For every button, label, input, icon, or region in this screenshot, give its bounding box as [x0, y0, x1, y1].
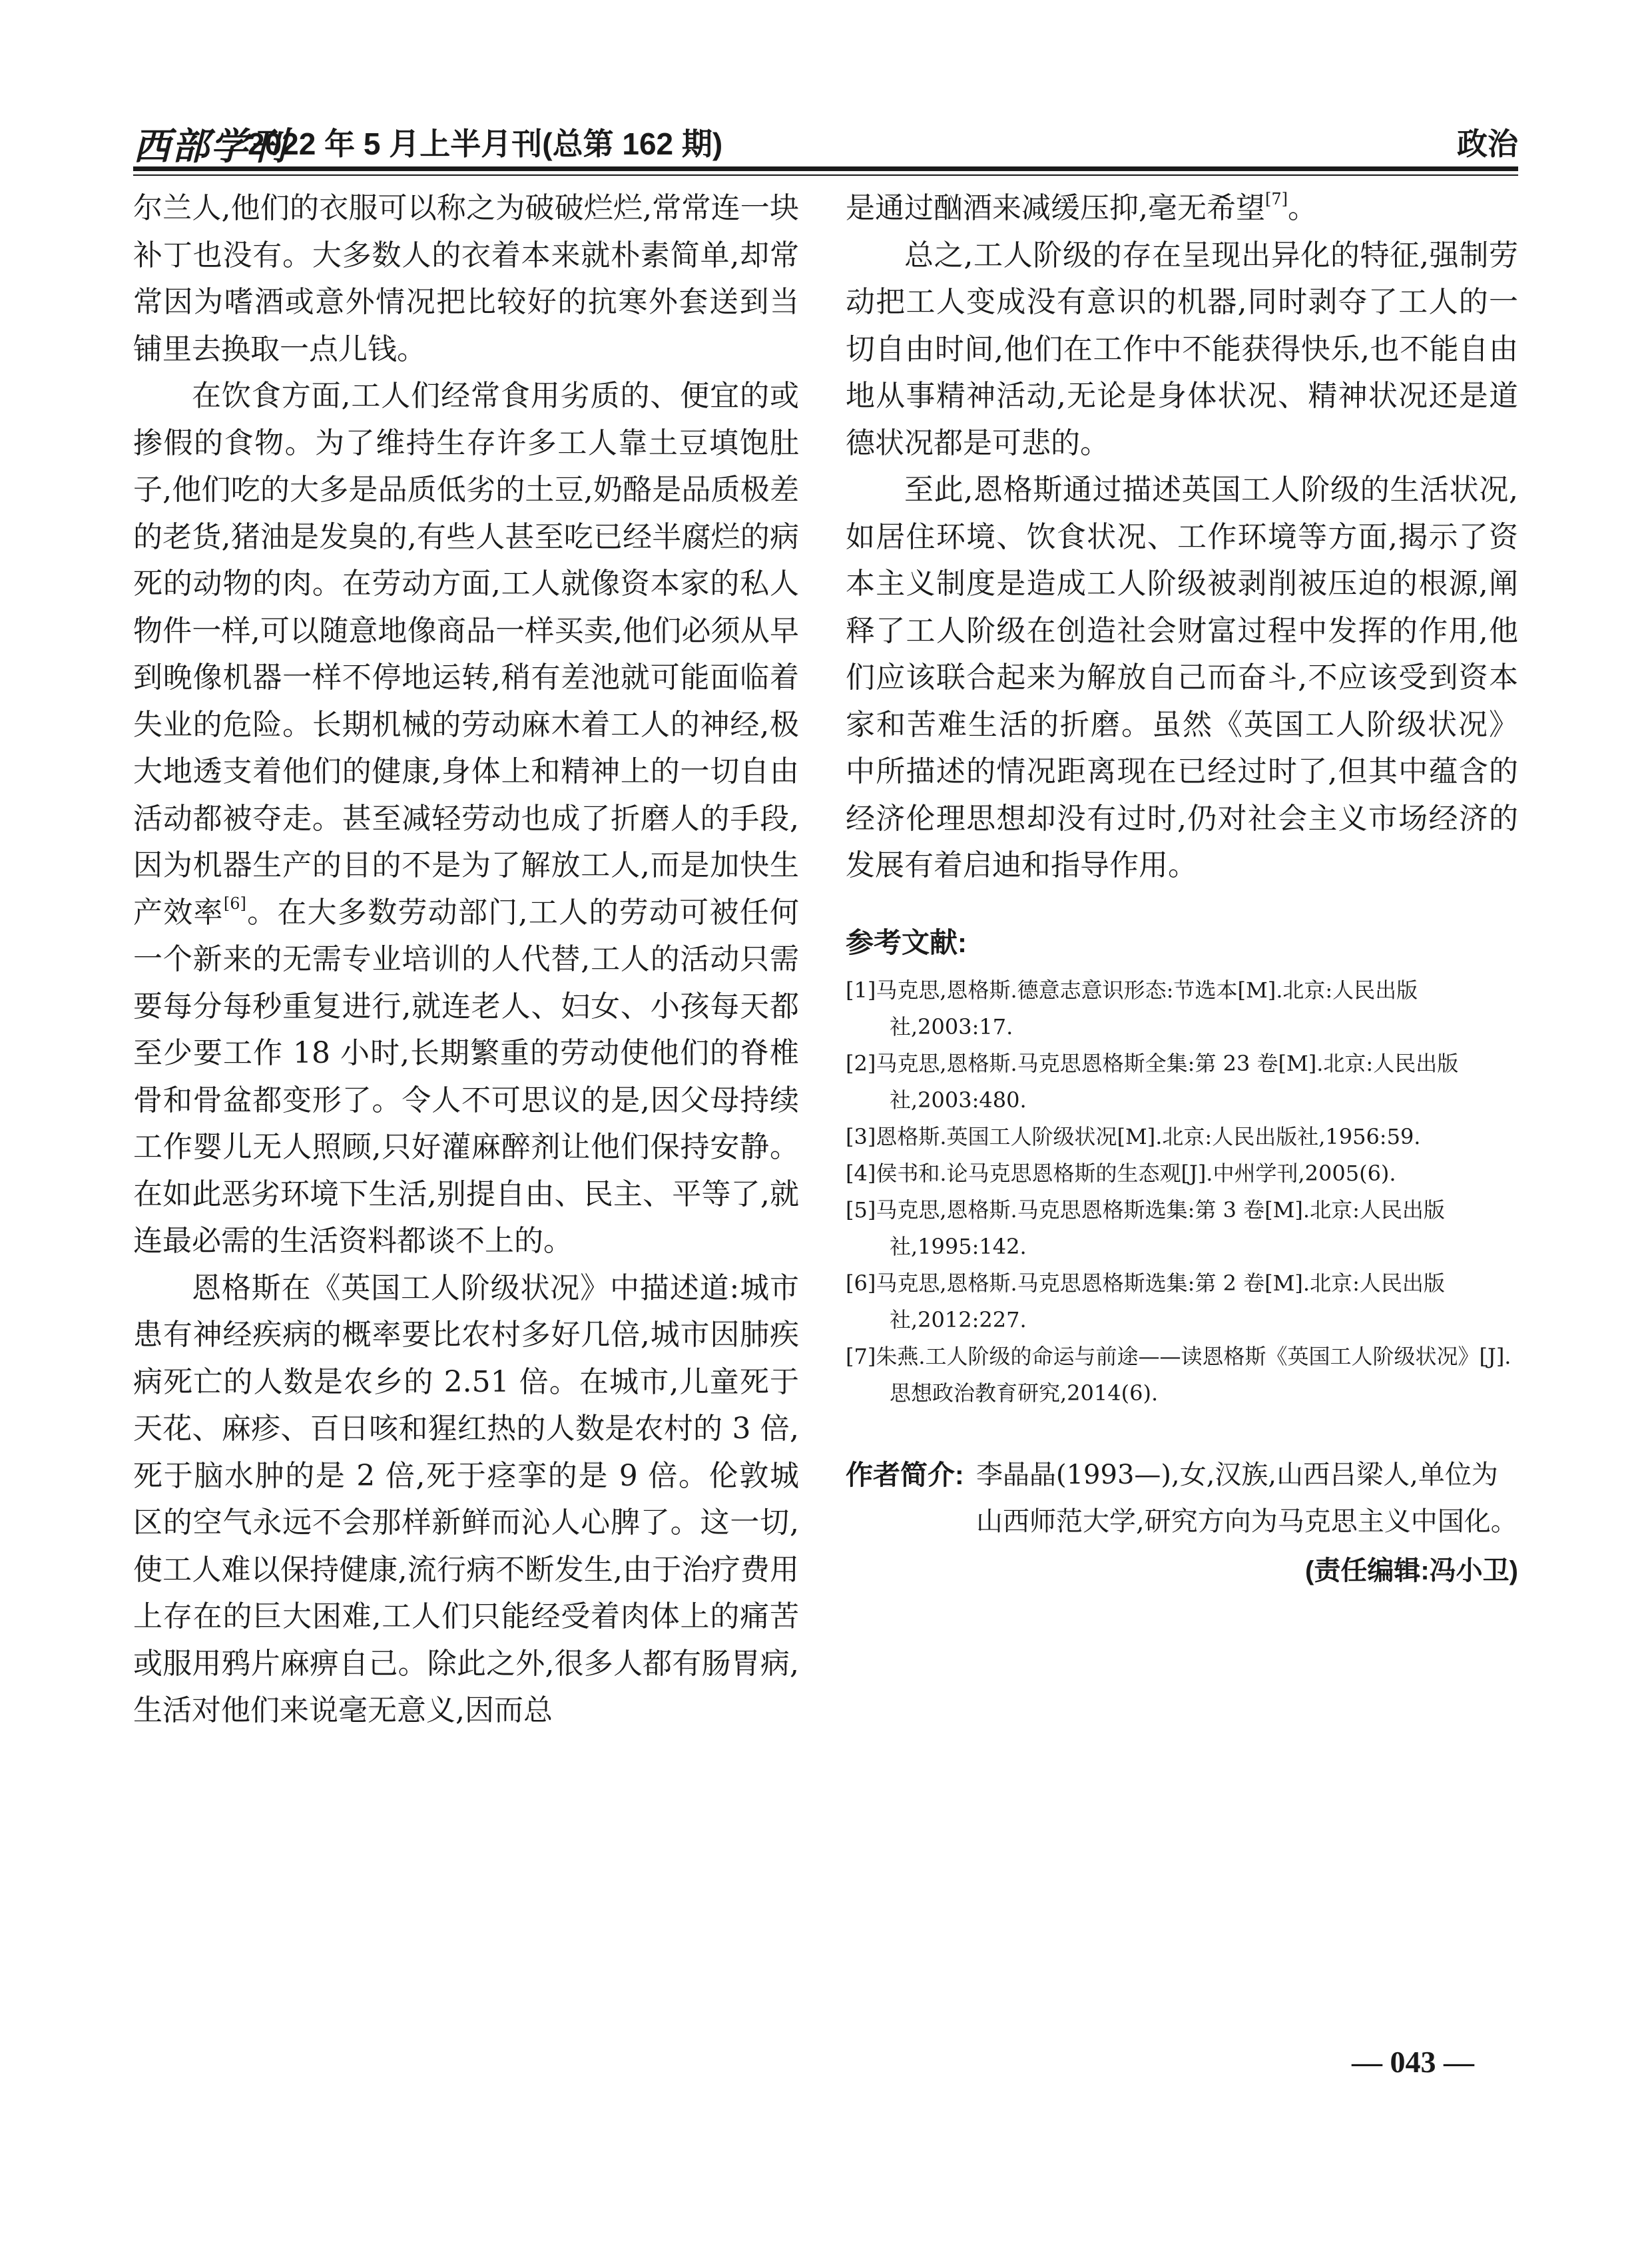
paragraph: 尔兰人,他们的衣服可以称之为破破烂烂,常常连一块补丁也没有。大多数人的衣着本来就朴素简单,却常常因为嗜酒或意外情况把比较好的抗寒外套送到当铺里去换取一点儿钱。: [133, 191, 799, 366]
paragraph: [846, 185, 1518, 232]
header-rule: [133, 166, 1518, 171]
paragraph-text: 在饮食方面,工人们经常食用劣质的、便宜的或掺假的食物。为了维持生存许多工人靠土豆填饱肚子,他们吃的大多是品质低劣的土豆,奶酪是品质极差的老货,猪油是发臭的,有些人甚至吃已经半腐烂的病死的动物的肉。在劳动方面,工人就像资本家的私人物件一样,可以随意地像商品一样买卖,他们必须从早到晚像机器一样不停地运转,稍有差池就可能面临着失业的危险。长期机械的劳动麻木着工人的神经,极大地透支着他们的健康,身体上和精神上的一切自由活动都被夺走。甚至减轻劳动也成了折磨人的手段,因为机器生产的目的不是为了解放工人,而是加快生产效率: [133, 379, 799, 930]
reference-item: [6]马克思,恩格斯.马克思恩格斯选集:第 2 卷[M].北京:人民出版社,2012:227.: [846, 1270, 1445, 1332]
editor-note: (责任编辑:冯小卫): [1305, 1555, 1518, 1585]
paragraph-text: 是通过酗酒来减缓压抑,毫无希望: [846, 191, 1265, 225]
paragraph: [133, 373, 799, 1265]
reference-item: [4]侯书和.论马克思恩格斯的生态观[J].中州学刊,2005(6).: [846, 1160, 1396, 1186]
author-bio: [846, 1452, 1518, 1545]
paragraph-text: 。: [1288, 191, 1317, 225]
paragraph: 恩格斯在《英国工人阶级状况》中描述道:城市患有神经疾病的概率要比农村多好几倍,城市因肺疾病死亡的人数是农乡的 2.51 倍。在城市,儿童死于天花、麻疹、百日咳和猩红热的人数是农村的 3 倍,死于脑水肿的是 2 倍,死于痉挛的是 9 倍。伦敦城区的空气永远不会那样新鲜而沁人心脾了。这一切,使工人难以保持健康,流行病不断发生,由于治疗费用上存在的巨大困难,工人们只能经受着肉体上的痛苦或服用鸦片麻痹自己。除此之外,很多人都有肠胃病,生活对他们来说毫无意义,因而总: [133, 1270, 799, 1727]
journal-logo: 西部学刊: [133, 127, 288, 168]
page-header: [133, 113, 1518, 166]
reference-item: [2]马克思,恩格斯.马克思恩格斯全集:第 23 卷[M].北京:人民出版社,2003:480.: [846, 1050, 1459, 1113]
paragraph: 总之,工人阶级的存在呈现出异化的特征,强制劳动把工人变成没有意识的机器,同时剥夺了工人的一切自由时间,他们在工作中不能获得快乐,也不能自由地从事精神活动,无论是身体状况、精神状况还是道德状况都是可悲的。: [846, 238, 1518, 460]
header-rule-thin: [133, 174, 1518, 176]
reference-item: [5]马克思,恩格斯.马克思恩格斯选集:第 3 卷[M].北京:人民出版社,1995:142.: [846, 1197, 1445, 1259]
citation: [6]: [223, 894, 246, 913]
issue-info: 2022 年 5 月上半月刊(总第 162 期): [248, 127, 723, 161]
section-label: 政治: [1457, 127, 1518, 161]
author-text: 李晶晶(1993—),女,汉族,山西吕梁人,单位为山西师范大学,研究方向为马克思主义中国化。: [976, 1459, 1517, 1537]
paragraph: 至此,恩格斯通过描述英国工人阶级的生活状况,如居住环境、饮食状况、工作环境等方面,揭示了资本主义制度是造成工人阶级被剥削被压迫的根源,阐释了工人阶级在创造社会财富过程中发挥的作用,他们应该联合起来为解放自己而奋斗,不应该受到资本家和苦难生活的折磨。虽然《英国工人阶级状况》中所描述的情况距离现在已经过时了,但其中蕴含的经济伦理思想却没有过时,仍对社会主义市场经济的发展有着启迪和指导作用。: [846, 473, 1518, 882]
reference-item: [7]朱燕.工人阶级的命运与前途——读恩格斯《英国工人阶级状况》[J].思想政治教育研究,2014(6).: [846, 1343, 1512, 1406]
reference-item: [3]恩格斯.英国工人阶级状况[M].北京:人民出版社,1956:59.: [846, 1123, 1421, 1149]
references-list: [846, 972, 1518, 1412]
left-column: [133, 185, 799, 1735]
reference-item: [1]马克思,恩格斯.德意志意识形态:节选本[M].北京:人民出版社,2003:17.: [846, 977, 1418, 1039]
paragraph-text: 。在大多数劳动部门,工人的劳动可被任何一个新来的无需专业培训的人代替,工人的活动只需要每分每秒重复进行,就连老人、妇女、小孩每天都至少要工作 18 小时,长期繁重的劳动使他们的脊椎骨和骨盆都变形了。令人不可思议的是,因父母持续工作婴儿无人照顾,只好灌麻醉剂让他们保持安静。在如此恶劣环境下生活,别提自由、民主、平等了,就连最必需的生活资料都谈不上的。: [133, 895, 799, 1258]
citation: [7]: [1265, 190, 1288, 208]
right-column: [846, 185, 1518, 1594]
author-label: 作者简介:: [846, 1459, 964, 1490]
references-title: 参考文献:: [846, 926, 967, 958]
page-number: — 043 —: [1352, 2045, 1474, 2079]
